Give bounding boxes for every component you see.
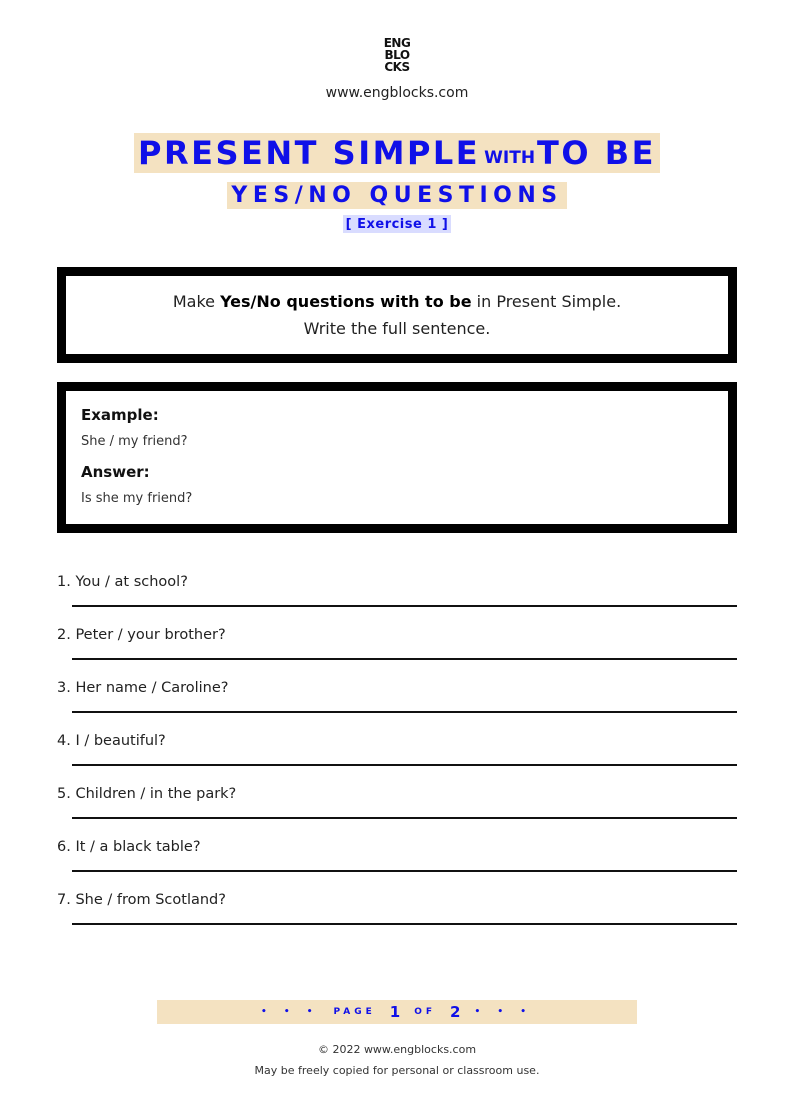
site-url[interactable]: www.engblocks.com xyxy=(325,85,469,101)
instructions-suffix: in Present Simple. xyxy=(471,292,622,311)
exercise-label-row xyxy=(0,215,794,233)
total-page-number: 2 xyxy=(450,1003,461,1021)
logo-line-3: CKS xyxy=(384,60,410,74)
title-highlight xyxy=(134,133,660,173)
worksheet-title xyxy=(0,133,794,173)
question-text: 3. Her name / Caroline? xyxy=(57,680,229,696)
answer-label: Answer: xyxy=(81,463,150,481)
answer-line[interactable] xyxy=(72,605,737,607)
question-item xyxy=(57,679,737,732)
instructions-box xyxy=(57,267,737,363)
question-item xyxy=(57,732,737,785)
answer-line[interactable] xyxy=(72,658,737,660)
page-dots-right: • • • xyxy=(474,1007,534,1017)
question-text: 5. Children / in the park? xyxy=(57,786,237,802)
engblocks-logo xyxy=(0,37,794,73)
title-part-2: TO BE xyxy=(537,134,656,172)
answer-line[interactable] xyxy=(72,764,737,766)
question-text: 7. She / from Scotland? xyxy=(57,892,226,908)
of-word: OF xyxy=(414,1007,437,1017)
answer-line[interactable] xyxy=(72,817,737,819)
question-item xyxy=(57,573,737,626)
answer-line[interactable] xyxy=(72,923,737,925)
worksheet-subtitle-row xyxy=(0,182,794,209)
question-item xyxy=(57,838,737,891)
instructions-line-1 xyxy=(173,288,621,315)
example-text: She / my friend? xyxy=(81,434,188,449)
question-item xyxy=(57,785,737,838)
title-part-1: PRESENT SIMPLE xyxy=(138,134,481,172)
logo-line-2: BLO xyxy=(384,48,410,62)
page-word: PAGE xyxy=(333,1007,376,1017)
question-text: 1. You / at school? xyxy=(57,574,188,590)
exercise-label: [ Exercise 1 ] xyxy=(343,215,452,233)
question-item xyxy=(57,891,737,944)
question-text: 4. I / beautiful? xyxy=(57,733,166,749)
question-text: 6. It / a black table? xyxy=(57,839,201,855)
logo-line-1: ENG xyxy=(383,36,411,50)
title-with: WITH xyxy=(484,148,536,168)
question-text: 2. Peter / your brother? xyxy=(57,627,226,643)
instructions-bold: Yes/No questions with to be xyxy=(220,292,472,311)
current-page-number: 1 xyxy=(389,1003,401,1021)
page-dots-left: • • • xyxy=(260,1007,320,1017)
answer-text: Is she my friend? xyxy=(81,491,193,506)
answer-line[interactable] xyxy=(72,870,737,872)
license-note: May be freely copied for personal or classroom use. xyxy=(254,1064,540,1077)
page-indicator xyxy=(157,1000,637,1024)
instructions-prefix: Make xyxy=(172,292,221,311)
answer-line[interactable] xyxy=(72,711,737,713)
instructions-line-2: Write the full sentence. xyxy=(303,319,491,338)
example-label: Example: xyxy=(81,406,159,424)
example-box xyxy=(57,382,737,533)
worksheet-subtitle: YES/NO QUESTIONS xyxy=(227,182,566,209)
copyright: © 2022 www.engblocks.com xyxy=(317,1043,477,1056)
question-item xyxy=(57,626,737,679)
